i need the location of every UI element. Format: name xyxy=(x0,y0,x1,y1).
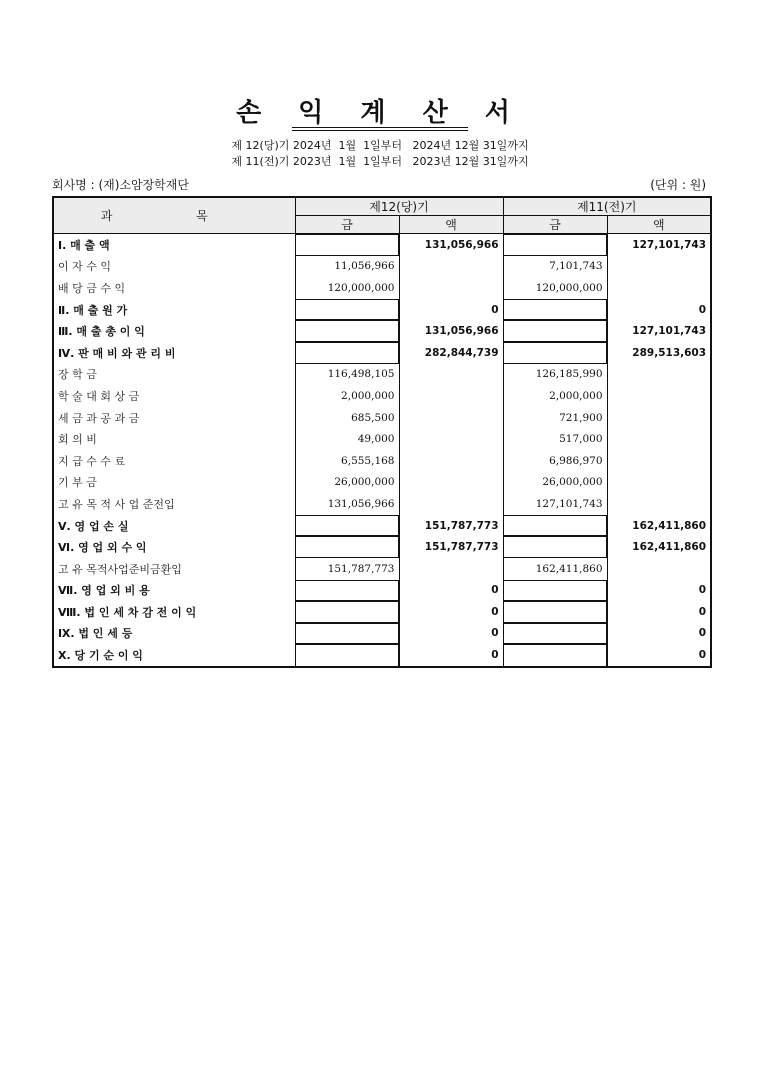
income-statement-table xyxy=(52,196,712,668)
cell-pri-b: 289,513,603 xyxy=(607,342,711,364)
cell-pri-b xyxy=(607,428,711,450)
row-label: 장 학 금 xyxy=(53,364,295,386)
period-prior: 제 11(전)기 2023년 1월 1일부터 2023년 12월 31일까지 xyxy=(231,155,529,168)
cell-pri-b xyxy=(607,407,711,429)
header-prior-amount-a: 금 xyxy=(503,216,607,234)
header-prior-period: 제11(전)기 xyxy=(503,197,711,216)
table-row-sub xyxy=(53,472,711,494)
cell-cur-b xyxy=(399,364,503,386)
row-label: Ⅰ. 매 출 액 xyxy=(53,234,295,256)
cell-pri-a xyxy=(503,601,607,623)
cell-cur-a: 685,500 xyxy=(295,407,399,429)
table-row-sub xyxy=(53,558,711,580)
cell-cur-b: 0 xyxy=(399,580,503,602)
table-row-major xyxy=(53,234,711,256)
title-underline xyxy=(292,127,468,131)
row-label: 지 급 수 수 료 xyxy=(53,450,295,472)
cell-cur-b: 0 xyxy=(399,601,503,623)
table-row-sub xyxy=(53,407,711,429)
table-row-sub xyxy=(53,428,711,450)
document-title: 손 익 계 산 서 xyxy=(236,98,524,128)
header-current-amount-a: 금 xyxy=(295,216,399,234)
table-row-major xyxy=(53,644,711,667)
cell-pri-a xyxy=(503,580,607,602)
cell-pri-b: 0 xyxy=(607,644,711,667)
cell-pri-a: 126,185,990 xyxy=(503,364,607,386)
row-label: Ⅵ. 영 업 외 수 익 xyxy=(53,536,295,558)
row-label: 고 유 목 적 사 업 준전입 xyxy=(53,493,295,515)
cell-cur-b: 151,787,773 xyxy=(399,536,503,558)
cell-pri-a: 6,986,970 xyxy=(503,450,607,472)
row-label: 회 의 비 xyxy=(53,428,295,450)
table-row-sub xyxy=(53,450,711,472)
cell-pri-b xyxy=(607,558,711,580)
row-label: Ⅱ. 매 출 원 가 xyxy=(53,299,295,321)
cell-cur-b: 131,056,966 xyxy=(399,320,503,342)
row-label: Ⅲ. 매 출 총 이 익 xyxy=(53,320,295,342)
cell-cur-a: 116,498,105 xyxy=(295,364,399,386)
cell-cur-a xyxy=(295,536,399,558)
row-label: Ⅹ. 당 기 순 이 익 xyxy=(53,644,295,667)
cell-pri-b: 127,101,743 xyxy=(607,320,711,342)
cell-pri-b xyxy=(607,472,711,494)
cell-cur-b xyxy=(399,493,503,515)
cell-cur-b xyxy=(399,472,503,494)
row-label: Ⅴ. 영 업 손 실 xyxy=(53,515,295,537)
table-row-major xyxy=(53,536,711,558)
header-current-amount-b: 액 xyxy=(399,216,503,234)
cell-pri-b: 0 xyxy=(607,601,711,623)
header-prior-amount-b: 액 xyxy=(607,216,711,234)
table-row-major xyxy=(53,580,711,602)
cell-cur-b: 151,787,773 xyxy=(399,515,503,537)
table-row-sub xyxy=(53,364,711,386)
cell-pri-a: 721,900 xyxy=(503,407,607,429)
cell-cur-a: 120,000,000 xyxy=(295,277,399,299)
cell-pri-b: 0 xyxy=(607,299,711,321)
cell-pri-b: 0 xyxy=(607,580,711,602)
cell-cur-a xyxy=(295,601,399,623)
table-row-major xyxy=(53,320,711,342)
cell-pri-b xyxy=(607,493,711,515)
cell-pri-a xyxy=(503,536,607,558)
cell-cur-b xyxy=(399,256,503,278)
table-row-major xyxy=(53,623,711,645)
row-label: 이 자 수 익 xyxy=(53,256,295,278)
table-row-sub xyxy=(53,277,711,299)
cell-cur-b xyxy=(399,428,503,450)
header-subject: 과 목 xyxy=(53,197,295,234)
cell-pri-b xyxy=(607,450,711,472)
company-name: 회사명 : (재)소암장학재단 xyxy=(52,178,189,192)
row-label: 고 유 목적사업준비금환입 xyxy=(53,558,295,580)
table-row-sub xyxy=(53,493,711,515)
cell-pri-a: 26,000,000 xyxy=(503,472,607,494)
cell-pri-b: 162,411,860 xyxy=(607,515,711,537)
cell-cur-a: 2,000,000 xyxy=(295,385,399,407)
cell-pri-a xyxy=(503,342,607,364)
cell-pri-a: 2,000,000 xyxy=(503,385,607,407)
header-current-period: 제12(당)기 xyxy=(295,197,503,216)
cell-pri-b xyxy=(607,364,711,386)
cell-cur-a: 49,000 xyxy=(295,428,399,450)
table-row-major xyxy=(53,342,711,364)
cell-pri-b: 162,411,860 xyxy=(607,536,711,558)
cell-cur-a: 151,787,773 xyxy=(295,558,399,580)
cell-cur-a xyxy=(295,580,399,602)
cell-cur-b xyxy=(399,558,503,580)
cell-cur-a: 11,056,966 xyxy=(295,256,399,278)
cell-pri-a xyxy=(503,623,607,645)
cell-cur-a: 131,056,966 xyxy=(295,493,399,515)
row-label: 기 부 금 xyxy=(53,472,295,494)
cell-pri-a xyxy=(503,320,607,342)
row-label: 학 술 대 회 상 금 xyxy=(53,385,295,407)
row-label: Ⅶ. 영 업 외 비 용 xyxy=(53,580,295,602)
cell-pri-a: 7,101,743 xyxy=(503,256,607,278)
cell-pri-a: 120,000,000 xyxy=(503,277,607,299)
cell-cur-a xyxy=(295,234,399,256)
cell-pri-a: 127,101,743 xyxy=(503,493,607,515)
row-label: Ⅸ. 법 인 세 등 xyxy=(53,623,295,645)
cell-cur-b xyxy=(399,450,503,472)
cell-cur-b: 0 xyxy=(399,644,503,667)
cell-cur-b xyxy=(399,385,503,407)
cell-pri-a: 517,000 xyxy=(503,428,607,450)
row-label: 세 금 과 공 과 금 xyxy=(53,407,295,429)
table-row-major xyxy=(53,601,711,623)
cell-pri-b xyxy=(607,385,711,407)
table-row-major xyxy=(53,299,711,321)
cell-cur-b: 0 xyxy=(399,299,503,321)
income-statement-body xyxy=(53,234,711,667)
cell-pri-b xyxy=(607,277,711,299)
period-current: 제 12(당)기 2024년 1월 1일부터 2024년 12월 31일까지 xyxy=(231,139,529,152)
cell-cur-a: 6,555,168 xyxy=(295,450,399,472)
table-row-sub xyxy=(53,385,711,407)
row-label: 배 당 금 수 익 xyxy=(53,277,295,299)
row-label: Ⅷ. 법 인 세 차 감 전 이 익 xyxy=(53,601,295,623)
cell-pri-b: 127,101,743 xyxy=(607,234,711,256)
cell-cur-b xyxy=(399,407,503,429)
cell-cur-b: 131,056,966 xyxy=(399,234,503,256)
cell-cur-a xyxy=(295,644,399,667)
cell-cur-b xyxy=(399,277,503,299)
row-label: Ⅳ. 판 매 비 와 관 리 비 xyxy=(53,342,295,364)
unit-label: (단위 : 원) xyxy=(650,178,706,192)
cell-cur-a: 26,000,000 xyxy=(295,472,399,494)
table-row-sub xyxy=(53,256,711,278)
cell-pri-a xyxy=(503,515,607,537)
cell-pri-a xyxy=(503,234,607,256)
cell-cur-a xyxy=(295,623,399,645)
cell-pri-b: 0 xyxy=(607,623,711,645)
cell-pri-b xyxy=(607,256,711,278)
cell-cur-a xyxy=(295,299,399,321)
table-row-major xyxy=(53,515,711,537)
cell-cur-a xyxy=(295,515,399,537)
cell-cur-b: 0 xyxy=(399,623,503,645)
cell-pri-a xyxy=(503,299,607,321)
cell-cur-a xyxy=(295,320,399,342)
cell-cur-a xyxy=(295,342,399,364)
cell-pri-a: 162,411,860 xyxy=(503,558,607,580)
cell-pri-a xyxy=(503,644,607,667)
cell-cur-b: 282,844,739 xyxy=(399,342,503,364)
